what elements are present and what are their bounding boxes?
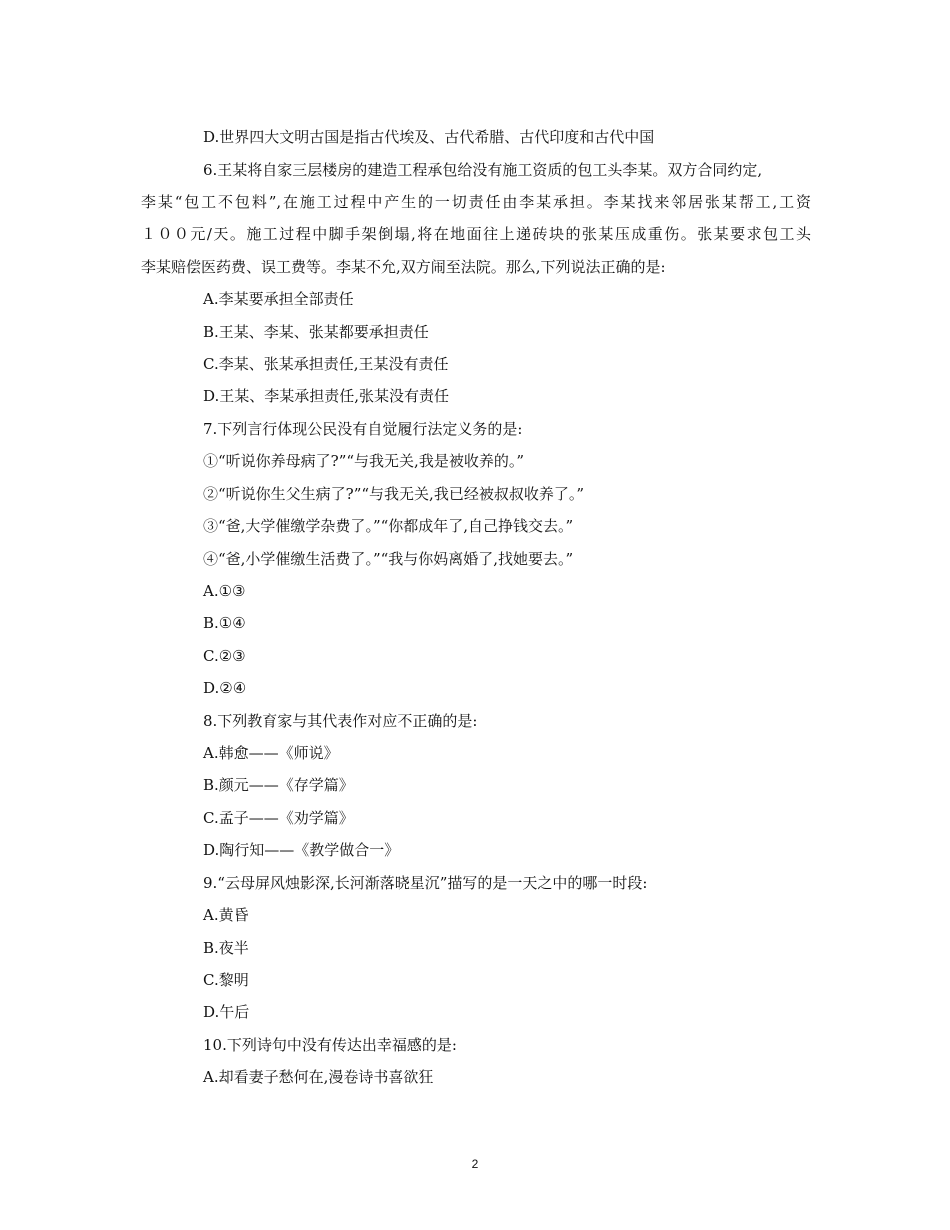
q8-option-c: C.孟子——《劝学篇》	[203, 809, 354, 827]
q10-stem: 10.下列诗句中没有传达出幸福感的是:	[203, 1036, 457, 1054]
q7-statement-2: ②“听说你生父生病了?”“与我无关,我已经被叔叔收养了。”	[203, 485, 584, 503]
q6-option-b: B.王某、李某、张某都要承担责任	[203, 323, 429, 341]
q9-option-b: B.夜半	[203, 939, 249, 957]
q7-statement-4: ④“爸,小学催缴生活费了。”“我与你妈离婚了,找她要去。”	[203, 550, 574, 568]
q6-stem-line-3: １００元/天。施工过程中脚手架倒塌,将在地面往上递砖块的张某压成重伤。张某要求包工头	[141, 225, 811, 243]
q9-option-c: C.黎明	[203, 971, 249, 989]
q7-stem: 7.下列言行体现公民没有自觉履行法定义务的是:	[203, 420, 523, 438]
q8-option-d: D.陶行知——《教学做合一》	[203, 841, 400, 859]
q8-option-b: B.颜元——《存学篇》	[203, 776, 354, 794]
page-number: 2	[471, 1157, 479, 1171]
q10-option-a: A.却看妻子愁何在,漫卷诗书喜欲狂	[203, 1068, 434, 1086]
q7-option-d: D.②④	[203, 679, 247, 697]
q9-option-d: D.午后	[203, 1003, 250, 1021]
q6-option-a: A.李某要承担全部责任	[203, 290, 354, 308]
q7-option-a: A.①③	[203, 582, 246, 600]
q9-stem: 9.“云母屏风烛影深,长河渐落晓星沉”描写的是一天之中的哪一时段:	[203, 874, 648, 892]
q9-option-a: A.黄昏	[203, 906, 249, 924]
q6-stem-line-1: 6.王某将自家三层楼房的建造工程承包给没有施工资质的包工头李某。双方合同约定,	[203, 161, 763, 179]
q6-stem-line-2: 李某“包工不包料”,在施工过程中产生的一切责任由李某承担。李某找来邻居张某帮工,工资	[141, 193, 811, 211]
q6-stem-line-4: 李某赔偿医药费、误工费等。李某不允,双方闹至法院。那么,下列说法正确的是:	[141, 258, 666, 276]
q5-option-d: D.世界四大文明古国是指古代埃及、古代希腊、古代印度和古代中国	[203, 128, 655, 146]
q7-option-b: B.①④	[203, 614, 246, 632]
q6-option-c: C.李某、张某承担责任,王某没有责任	[203, 355, 449, 373]
q8-stem: 8.下列教育家与其代表作对应不正确的是:	[203, 712, 478, 730]
q7-statement-1: ①“听说你养母病了?”“与我无关,我是被收养的。”	[203, 452, 524, 470]
q7-option-c: C.②③	[203, 647, 246, 665]
q6-option-d: D.王某、李某承担责任,张某没有责任	[203, 387, 450, 405]
q7-statement-3: ③“爸,大学催缴学杂费了。”“你都成年了,自己挣钱交去。”	[203, 517, 574, 535]
q8-option-a: A.韩愈——《师说》	[203, 744, 339, 762]
